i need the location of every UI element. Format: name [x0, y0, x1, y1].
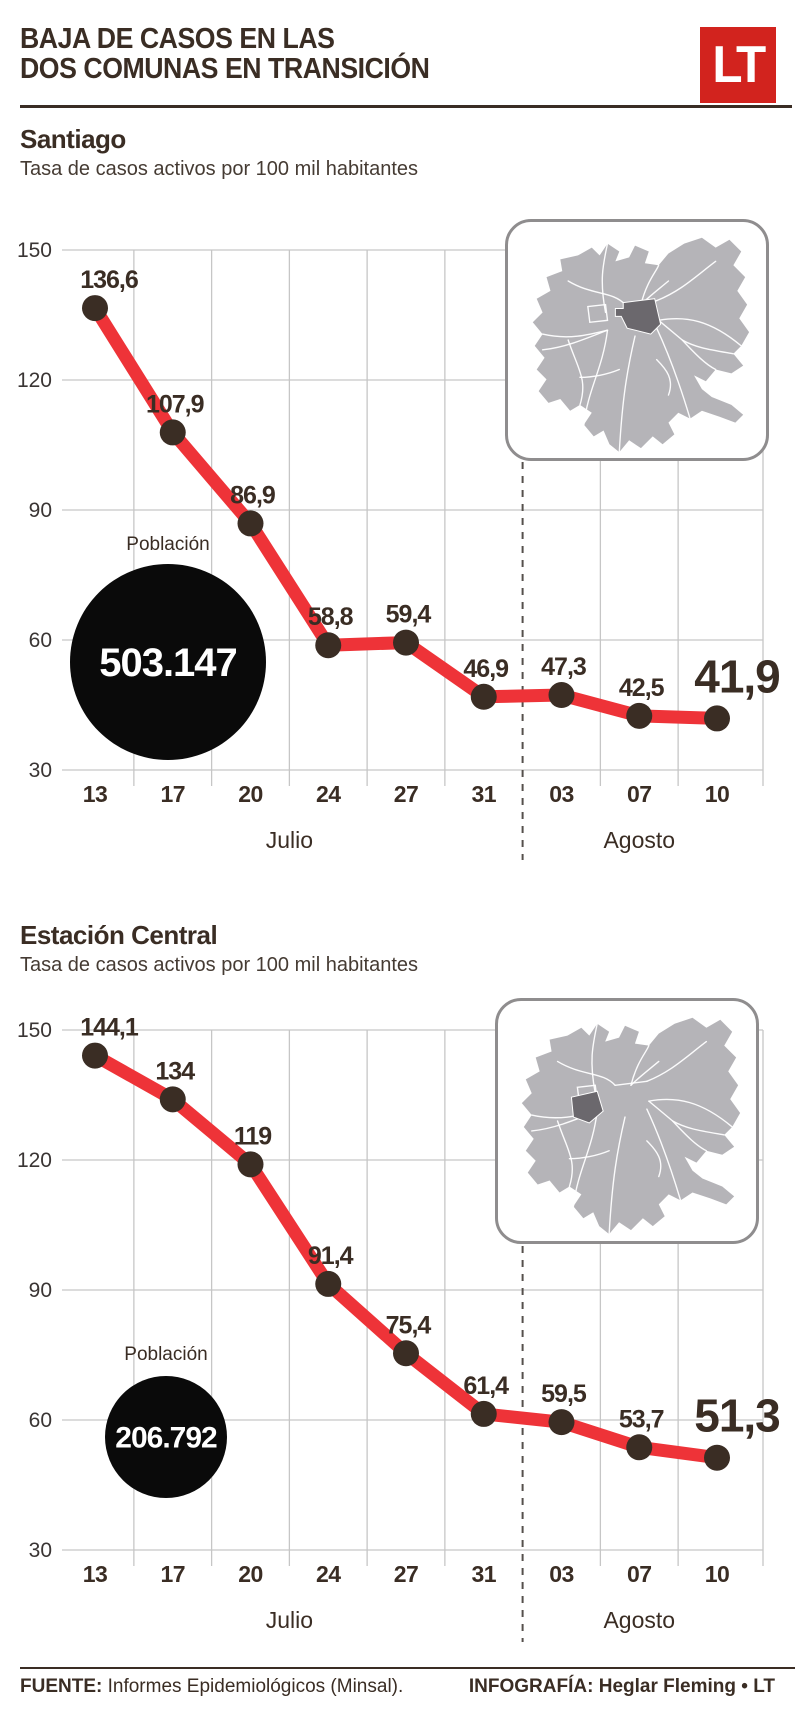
x-axis-label: 24 — [315, 781, 341, 807]
data-point — [160, 419, 186, 445]
y-axis-label: 60 — [28, 1409, 52, 1432]
x-axis-label: 07 — [626, 781, 652, 807]
x-axis-label: 13 — [82, 1561, 108, 1587]
data-point — [238, 1151, 264, 1177]
santiago-metro-map — [498, 1001, 756, 1241]
value-label: 134 — [155, 1057, 195, 1086]
footer-source — [20, 1676, 403, 1698]
footer-credit-brand: LT — [753, 1676, 775, 1697]
x-axis-label: 27 — [393, 1561, 419, 1587]
population-label: Población — [126, 534, 210, 555]
chart2-title: Estación Central — [20, 920, 218, 950]
y-axis-label: 120 — [16, 1149, 52, 1172]
x-axis-label: 31 — [471, 1561, 497, 1587]
page-title — [20, 24, 429, 84]
footer-credit-bullet: • — [741, 1676, 748, 1697]
x-axis-label: 31 — [471, 781, 497, 807]
lt-logo — [700, 27, 776, 103]
x-axis-label: 17 — [160, 781, 186, 807]
y-axis-label: 120 — [16, 369, 52, 392]
month-label: Julio — [265, 827, 314, 853]
population-value: 206.792 — [115, 1421, 217, 1455]
x-axis-label: 03 — [549, 1561, 574, 1587]
month-label: Agosto — [603, 827, 676, 853]
value-label-latest: 41,9 — [694, 650, 780, 703]
x-axis-label: 13 — [82, 781, 108, 807]
value-label: 136,6 — [80, 266, 138, 295]
population-label: Población — [124, 1344, 208, 1365]
page-title-line1: BAJA DE CASOS EN LAS — [20, 23, 335, 55]
y-axis-label: 60 — [28, 629, 52, 652]
data-point — [549, 1409, 575, 1435]
data-point — [626, 1434, 652, 1460]
footer-divider — [20, 1667, 795, 1669]
chart2-map-inset — [495, 998, 759, 1244]
x-axis-label: 17 — [160, 1561, 186, 1587]
data-point — [160, 1086, 186, 1112]
x-axis-label: 27 — [393, 781, 419, 807]
value-label: 53,7 — [618, 1405, 664, 1434]
y-axis-label: 30 — [28, 759, 52, 782]
x-axis-label: 10 — [704, 1561, 730, 1587]
chart1-subtitle: Tasa de casos activos por 100 mil habitantes — [20, 158, 418, 180]
data-point — [471, 1401, 497, 1427]
data-point — [315, 1271, 341, 1297]
value-label: 91,4 — [307, 1241, 353, 1270]
data-point — [238, 510, 264, 536]
value-label-latest: 51,3 — [694, 1389, 780, 1442]
x-axis-label: 07 — [626, 1561, 652, 1587]
chart1-map-inset — [505, 219, 769, 461]
data-point — [704, 1445, 730, 1471]
x-axis-label: 20 — [238, 781, 263, 807]
data-point — [82, 295, 108, 321]
data-point — [393, 1340, 419, 1366]
value-label: 59,4 — [385, 600, 431, 629]
footer-source-label: FUENTE: — [20, 1676, 103, 1697]
y-axis-label: 90 — [28, 499, 52, 522]
data-point — [704, 705, 730, 731]
value-label: 47,3 — [541, 653, 586, 682]
page-title-line2: DOS COMUNAS EN TRANSICIÓN — [20, 53, 430, 85]
y-axis-label: 150 — [16, 1019, 52, 1042]
lt-logo-text: LT — [712, 36, 764, 94]
santiago-metro-map — [508, 222, 766, 458]
month-label: Julio — [265, 1607, 314, 1633]
header-divider — [20, 105, 792, 108]
data-point — [393, 630, 419, 656]
value-label: 119 — [233, 1122, 272, 1151]
value-label: 46,9 — [463, 654, 509, 683]
chart1-title: Santiago — [20, 124, 126, 154]
chart2-subtitle: Tasa de casos activos por 100 mil habitantes — [20, 954, 418, 976]
month-label: Agosto — [603, 1607, 676, 1633]
y-axis-label: 150 — [16, 239, 52, 262]
data-point — [471, 684, 497, 710]
value-label: 42,5 — [618, 673, 664, 702]
x-axis-label: 24 — [315, 1561, 341, 1587]
footer-credit-label: INFOGRAFÍA: — [468, 1676, 594, 1697]
data-point — [626, 703, 652, 729]
data-point — [549, 682, 575, 708]
footer-source-text: Informes Epidemiológicos (Minsal). — [107, 1676, 404, 1697]
value-label: 75,4 — [385, 1311, 431, 1340]
value-label: 59,5 — [541, 1380, 586, 1409]
value-label: 144,1 — [80, 1013, 138, 1042]
footer-credit — [469, 1676, 775, 1698]
value-label: 61,4 — [463, 1371, 509, 1400]
value-label: 86,9 — [230, 481, 275, 510]
data-point — [315, 632, 341, 658]
value-label: 107,9 — [145, 390, 204, 419]
population-value: 503.147 — [99, 641, 237, 685]
data-point — [82, 1043, 108, 1069]
value-label: 58,8 — [307, 603, 353, 632]
x-axis-label: 20 — [238, 1561, 263, 1587]
y-axis-label: 30 — [28, 1539, 52, 1562]
x-axis-label: 10 — [704, 781, 730, 807]
footer-credit-text: Heglar Fleming — [598, 1676, 736, 1697]
x-axis-label: 03 — [549, 781, 574, 807]
y-axis-label: 90 — [28, 1279, 52, 1302]
